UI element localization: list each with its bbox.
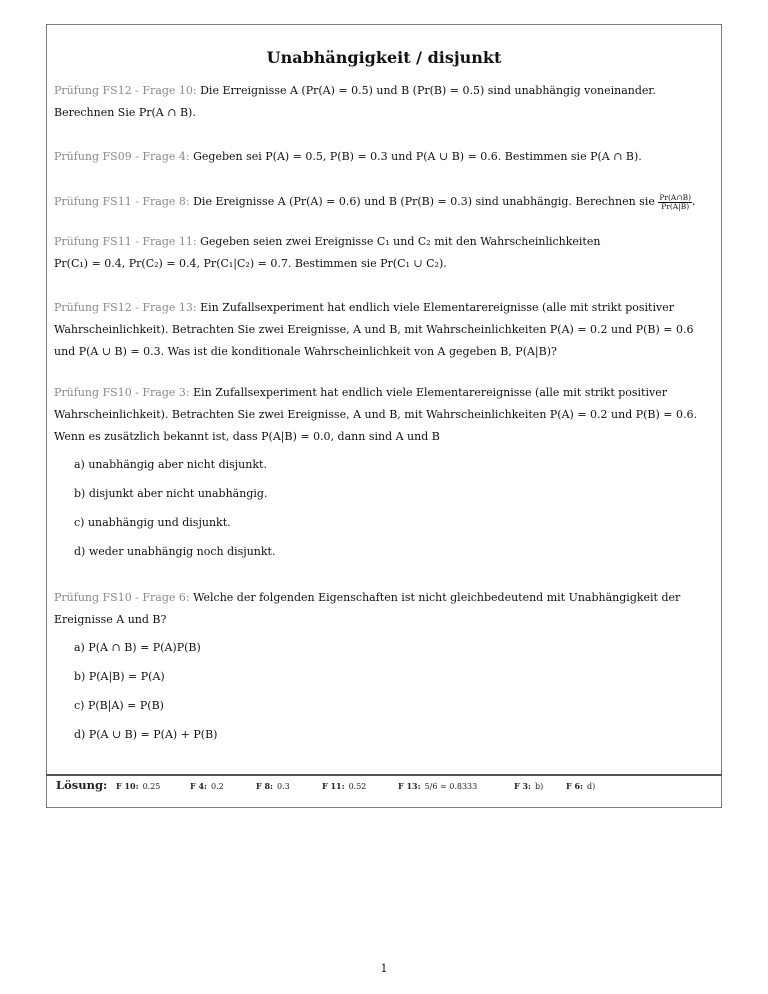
question-source: Prüfung FS09 - Frage 4: — [54, 150, 190, 163]
question-source: Prüfung FS10 - Frage 6: — [54, 591, 190, 604]
question-fs09-4: Prüfung FS09 - Frage 4: Gegeben sei P(A) = 0.5, P(B) = 0.3 und P(A ∪ B) = 0.6. Bestimmen sie P(A ∩ B). — [54, 150, 642, 163]
solution-f11: F 11: 0.52 — [322, 781, 367, 791]
option-a: a) P(A ∩ B) = P(A)P(B) — [74, 641, 201, 654]
question-fs11-8: Prüfung FS11 - Frage 8: Die Ereignisse A (Pr(A) = 0.6) und B (Pr(B) = 0.3) sind unabhängig. Berechnen sie $\frac{Pr(A\cap B)}{Pr(A|B)}$ . — [54, 192, 696, 211]
solution-f4: F 4: 0.2 — [190, 781, 224, 791]
answer-options — [74, 637, 716, 753]
question-fs12-10: Prüfung FS12 - Frage 10: Die Erreignisse A (Pr(A) = 0.5) und B (Pr(B) = 0.5) sind unabhängig voneinander. Berechnen Sie Pr(A ∩ B). — [54, 84, 656, 119]
solution-divider — [46, 774, 722, 776]
question-source: Prüfung FS12 - Frage 10: — [54, 84, 197, 97]
question-fs10-3: Prüfung FS10 - Frage 3: Ein Zufallsexperiment hat endlich viele Elementarereignisse (alle mit strikt positiver Wahrscheinlichkeit). Betrachten Sie zwei Ereignisse, A und B, mit Wahrscheinlichkeiten P(A) = 0.2 und P(B) = 0.6. Wenn es zusätzlich bekannt ist, dass P(A|B) = 0.0, dann sind A und B a) unabhängig aber nicht disjunkt. b) disjunkt aber nicht unabhängig. c) unabhängig und disjunkt. d) weder unabhängig noch disjunkt. — [54, 382, 716, 570]
solution-f13: F 13: 5/6 ≈ 0.8333 — [398, 781, 478, 791]
question-source: Prüfung FS11 - Frage 8: — [54, 195, 190, 208]
solution-f3: F 3: b) — [514, 781, 544, 791]
question-source: Prüfung FS12 - Frage 13: — [54, 301, 197, 314]
page-number: 1 — [380, 962, 388, 975]
solutions-label: Lösung: — [56, 778, 108, 792]
option-d: d) weder unabhängig noch disjunkt. — [74, 545, 276, 558]
option-b: b) P(A|B) = P(A) — [74, 670, 165, 683]
fraction: $\frac{Pr(A\cap B)}{Pr(A|B)}$ — [659, 192, 692, 211]
option-c: c) unabhängig und disjunkt. — [74, 516, 231, 529]
option-c: c) P(B|A) = P(B) — [74, 699, 164, 712]
question-source: Prüfung FS11 - Frage 11: — [54, 235, 197, 248]
option-d: d) P(A ∪ B) = P(A) + P(B) — [74, 728, 218, 741]
question-fs11-11: Prüfung FS11 - Frage 11: Gegeben seien zwei Ereignisse C₁ und C₂ mit den Wahrscheinlichkeiten Pr(C₁) = 0.4, Pr(C₂) = 0.4, Pr(C₁|C₂) = 0.7. Bestimmen sie Pr(C₁ ∪ C₂). — [54, 235, 601, 270]
page-title: Unabhängigkeit / disjunkt — [266, 48, 502, 67]
solutions-bar — [56, 779, 716, 793]
solution-f8: F 8: 0.3 — [256, 781, 290, 791]
option-b: b) disjunkt aber nicht unabhängig. — [74, 487, 268, 500]
question-fs12-13: Prüfung FS12 - Frage 13: Ein Zufallsexperiment hat endlich viele Elementarereignisse (alle mit strikt positiver Wahrscheinlichkeit). Betrachten Sie zwei Ereignisse, A und B, mit Wahrscheinlichkeiten P(A) = 0.2 und P(B) = 0.6 und P(A ∪ B) = 0.3. Was ist die konditionale Wahrscheinlichkeit von A gegeben B, P(A|B)? — [54, 301, 694, 358]
question-source: Prüfung FS10 - Frage 3: — [54, 386, 190, 399]
solution-f10: F 10: 0.25 — [116, 781, 161, 791]
option-a: a) unabhängig aber nicht disjunkt. — [74, 458, 267, 471]
answer-options — [74, 454, 716, 570]
solution-f6: F 6: d) — [566, 781, 596, 791]
question-fs10-6: Prüfung FS10 - Frage 6: Welche der folgenden Eigenschaften ist nicht gleichbedeutend mit Unabhängigkeit der Ereignisse A und B? a) P(A ∩ B) = P(A)P(B) b) P(A|B) = P(A) c) P(B|A) = P(B) d) P(A ∪ B) = P(A) + P(B) — [54, 587, 716, 753]
